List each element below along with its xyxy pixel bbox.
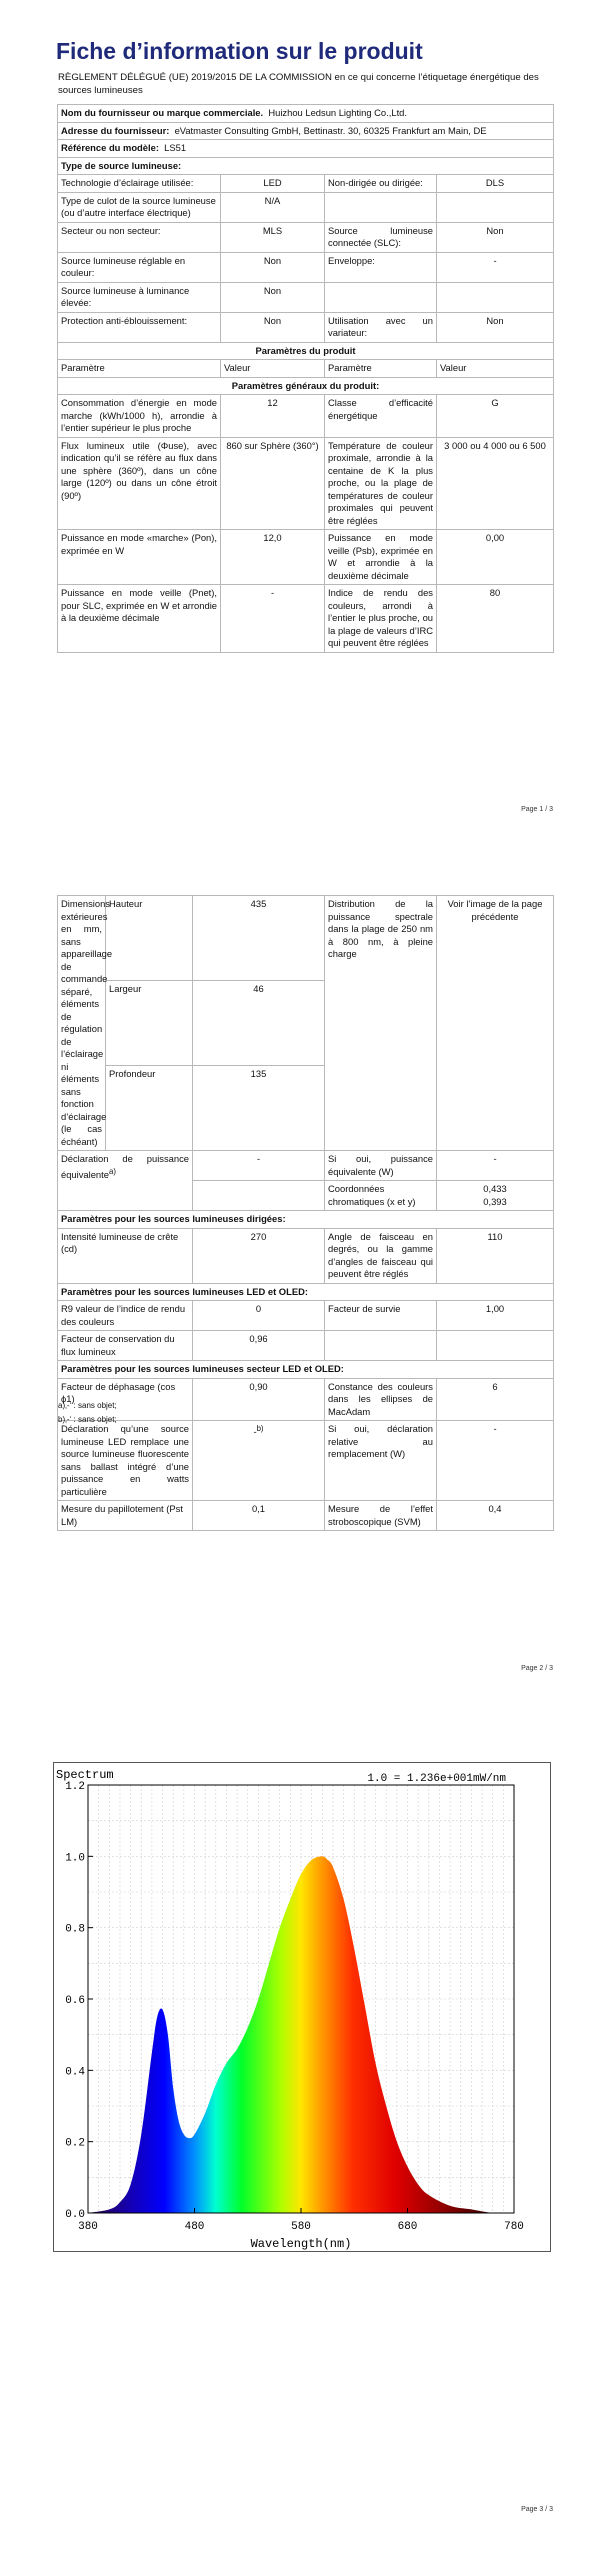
page-number: Page 1 / 3 [521, 806, 553, 813]
svm-label: Mesure de l’effet stroboscopique (SVM) [325, 1501, 437, 1531]
supplier-cell: Nom du fournisseur ou marque commerciale. Huizhou Ledsun Lighting Co.,Ltd. [58, 105, 554, 123]
width-value: 46 [193, 981, 325, 1066]
spectral-distribution-value: Voir l’image de la page précédente [437, 896, 554, 1151]
page-3 [0, 1706, 603, 2560]
dimensions-row [58, 896, 554, 981]
address-cell: Adresse du fournisseur: eVatmaster Consulting GmbH, Bettinastr. 30, 60325 Frankfurt am Main, DE [58, 122, 554, 140]
dimmable-label: Utilisation avec un variateur: [325, 312, 437, 342]
column-header-row [58, 360, 554, 378]
colour-tunable-value: Non [221, 252, 325, 282]
maintenance-row [58, 1331, 554, 1361]
csl-value: Non [437, 222, 554, 252]
depth-value: 135 [193, 1066, 325, 1151]
chromaticity-value: 0,433 0,393 [437, 1181, 554, 1211]
high-luminance-label: Source lumineuse à luminance élevée: [58, 282, 221, 312]
product-params-heading-row [58, 342, 554, 360]
mains-label: Secteur ou non secteur: [58, 222, 221, 252]
x-tick-label: 680 [397, 2221, 418, 2233]
address-row [58, 122, 554, 140]
regulation-text: RÈGLEMENT DÉLÉGUÉ (UE) 2019/2015 DE LA COMMISSION en ce qui concerne l’étiquetage énergétique des sources lumineuses [58, 72, 539, 96]
spectrum-svg [54, 1763, 552, 2253]
tech-row [58, 175, 554, 193]
net-standby-row [58, 585, 554, 653]
flicker-label: Mesure du papillotement (Pst LM) [58, 1501, 193, 1531]
page-2 [0, 853, 603, 1706]
r9-value: 0 [193, 1301, 325, 1331]
height-value: 435 [193, 896, 325, 981]
peak-intensity-label: Intensité lumineuse de crête (cd) [58, 1228, 193, 1283]
mains-row [58, 222, 554, 252]
standby-label: Puissance en mode veille (Psb), exprimée en W et arrondie à la deuxième décimale [325, 530, 437, 585]
net-standby-label: Puissance en mode veille (Pnet), pour SLC, exprimée en W et arrondie à la deuxième décimale [58, 585, 221, 653]
directional-heading-row [58, 1211, 554, 1229]
product-info-table-1 [57, 104, 554, 653]
page-number: Page 2 / 3 [521, 1665, 553, 1672]
replacement-value: -$^{b)}$ [193, 1421, 325, 1501]
product-params-heading: Paramètres du produit [58, 342, 554, 360]
survival-factor-value: 1,00 [437, 1301, 554, 1331]
page-1-table-clip [0, 100, 603, 790]
svm-value: 0,4 [437, 1501, 554, 1531]
on-power-label: Puissance en mode «marche» (Pon), exprimée en W [58, 530, 221, 585]
y-tick-label: 1.0 [65, 1852, 85, 1865]
colour-tunable-label: Source lumineuse réglable en couleur: [58, 252, 221, 282]
tech-label: Technologie d’éclairage utilisée: [58, 175, 221, 193]
column-header-param: Paramètre [58, 360, 221, 378]
empty-cell [437, 1331, 554, 1361]
column-header-value: Valeur [437, 360, 554, 378]
efficiency-class-label: Classe d’efficacité énergétique [325, 395, 437, 438]
y-tick-label: 0.6 [65, 1995, 85, 2007]
energy-row [58, 395, 554, 438]
y-tick-label: 0.4 [65, 2066, 85, 2079]
chart-title: Spectrum [56, 1768, 114, 1782]
column-header-param: Paramètre [325, 360, 437, 378]
cap-value: N/A [221, 192, 325, 222]
led-heading: Paramètres pour les sources lumineuses LED et OLED: [58, 1283, 554, 1301]
page-number: Page 3 / 3 [521, 2506, 553, 2513]
flicker-value: 0,1 [193, 1501, 325, 1531]
replacement-yes-value: - [437, 1421, 554, 1501]
led-heading-row [58, 1283, 554, 1301]
product-info-table-2 [57, 895, 554, 1531]
y-tick-label: 0.8 [65, 1923, 85, 1936]
empty-cell [325, 282, 437, 312]
y-tick-label: 0.2 [65, 2137, 85, 2150]
footnote-a: a)‚-‘ : sans objet; [58, 1401, 117, 1410]
power-factor-label: Facteur de déphasage (cos ϕ1) [58, 1378, 193, 1421]
equivalent-power-row [58, 1151, 554, 1181]
column-header-value: Valeur [221, 360, 325, 378]
y-tick-label: 0.0 [65, 2209, 85, 2221]
empty-cell [325, 1331, 437, 1361]
page-1 [0, 0, 603, 853]
power-factor-row [58, 1378, 554, 1421]
tech-value: LED [221, 175, 325, 193]
standby-value: 0,00 [437, 530, 554, 585]
directional-value: DLS [437, 175, 554, 193]
on-power-value: 12,0 [221, 530, 325, 585]
replacement-row [58, 1421, 554, 1501]
flicker-row [58, 1501, 554, 1531]
y-tick-label: 1.2 [65, 1781, 85, 1793]
anti-glare-label: Protection anti-éblouissement: [58, 312, 221, 342]
cri-value: 80 [437, 585, 554, 653]
lumen-maintenance-value: 0,96 [193, 1331, 325, 1361]
dimensions-label: Dimensions extérieures en mm, sans appareillage de commande séparé, éléments de régulation de l’éclairage ni éléments sans fonction d’éclairage (le cas échéant) [58, 896, 106, 1151]
x-tick-label: 480 [184, 2221, 205, 2233]
source-type-heading-row [58, 157, 554, 175]
equivalent-power-label: Déclaration de puissance équivalente$^{a)}$ [58, 1151, 193, 1211]
energy-label: Consommation d’énergie en mode marche (kWh/1000 h), arrondie à l’entier supérieur le plus proche [58, 395, 221, 438]
empty-cell [325, 192, 437, 222]
model-row [58, 140, 554, 158]
flux-value: 860 sur Sphère (360°) [221, 437, 325, 530]
x-tick-label: 380 [78, 2221, 98, 2233]
equivalent-power-yes-label: Si oui, puissance équivalente (W) [325, 1151, 437, 1181]
empty-cell [437, 192, 554, 222]
peak-intensity-row [58, 1228, 554, 1283]
csl-label: Source lumineuse connectée (SLC): [325, 222, 437, 252]
high-luminance-row [58, 282, 554, 312]
general-params-heading-row [58, 377, 554, 395]
efficiency-class-value: G [437, 395, 554, 438]
empty-cell [193, 1181, 325, 1211]
spectrum-chart [53, 1762, 551, 2252]
replacement-label: Déclaration qu’une source lumineuse LED remplace une source lumineuse fluorescente sans ballast intégré d’une puissance en watts particulière [58, 1421, 193, 1501]
anti-glare-value: Non [221, 312, 325, 342]
mains-led-heading: Paramètres pour les sources lumineuses secteur LED et OLED: [58, 1361, 554, 1379]
equivalent-power-yes-value: - [437, 1151, 554, 1181]
power-factor-value: 0,90 [193, 1378, 325, 1421]
on-power-row [58, 530, 554, 585]
macadam-label: Constance des couleurs dans les ellipses de MacAdam [325, 1378, 437, 1421]
equivalent-power-value: - [193, 1151, 325, 1181]
document-title: Fiche d’information sur le produit [56, 38, 423, 64]
beam-angle-label: Angle de faisceau en degrés, ou la gamme d’angles de faisceau qui peuvent être réglés [325, 1228, 437, 1283]
general-params-heading: Paramètres généraux du produit: [58, 377, 554, 395]
chart-annotation: 1.0 = 1.236e+001mW/nm [367, 1773, 506, 1785]
peak-intensity-value: 270 [193, 1228, 325, 1283]
cct-value: 3 000 ou 4 000 ou 6 500 [437, 437, 554, 530]
x-tick-label: 580 [291, 2221, 311, 2233]
beam-angle-value: 110 [437, 1228, 554, 1283]
replacement-yes-label: Si oui, déclaration relative au remplacement (W) [325, 1421, 437, 1501]
cct-label: Température de couleur proximale, arrondie à la centaine de K la plus proche, ou la plage de températures de couleur proximales qui peuvent être réglées [325, 437, 437, 530]
directional-heading: Paramètres pour les sources lumineuses dirigées: [58, 1211, 554, 1229]
source-type-heading: Type de source lumineuse: [58, 157, 554, 175]
cap-label: Type de culot de la source lumineuse (ou d’autre interface électrique) [58, 192, 221, 222]
width-label: Largeur [106, 981, 193, 1066]
height-label: Hauteur [106, 896, 193, 981]
x-tick-label: 780 [504, 2221, 524, 2233]
mains-led-heading-row [58, 1361, 554, 1379]
mains-value: MLS [221, 222, 325, 252]
anti-glare-row [58, 312, 554, 342]
survival-factor-label: Facteur de survie [325, 1301, 437, 1331]
x-axis-label: Wavelength(nm) [250, 2237, 352, 2251]
lumen-maintenance-label: Facteur de conservation du flux lumineux [58, 1331, 193, 1361]
depth-label: Profondeur [106, 1066, 193, 1151]
high-luminance-value: Non [221, 282, 325, 312]
macadam-value: 6 [437, 1378, 554, 1421]
colour-tunable-row [58, 252, 554, 282]
footnote-b: b)‚-‘ : sans objet; [58, 1415, 117, 1424]
cap-row [58, 192, 554, 222]
cri-label: Indice de rendu des couleurs, arrondi à l’entier le plus proche, ou la plage de valeurs d’IRC qui peuvent être réglées [325, 585, 437, 653]
model-cell: Référence du modèle: LS51 [58, 140, 554, 158]
net-standby-value: - [221, 585, 325, 653]
flux-label: Flux lumineux utile (Φuse), avec indication qu’il se réfère au flux dans une sphère (360º), dans un cône large (120º) ou dans un cône étroit (90º) [58, 437, 221, 530]
energy-value: 12 [221, 395, 325, 438]
directional-label: Non-dirigée ou dirigée: [325, 175, 437, 193]
empty-cell [437, 282, 554, 312]
envelope-label: Enveloppe: [325, 252, 437, 282]
r9-label: R9 valeur de l’indice de rendu des couleurs [58, 1301, 193, 1331]
r9-row [58, 1301, 554, 1331]
dimmable-value: Non [437, 312, 554, 342]
chromaticity-label: Coordonnées chromatiques (x et y) [325, 1181, 437, 1211]
spectral-distribution-label: Distribution de la puissance spectrale dans la plage de 250 nm à 800 nm, à pleine charge [325, 896, 437, 1151]
flux-row [58, 437, 554, 530]
supplier-row [58, 105, 554, 123]
envelope-value: - [437, 252, 554, 282]
